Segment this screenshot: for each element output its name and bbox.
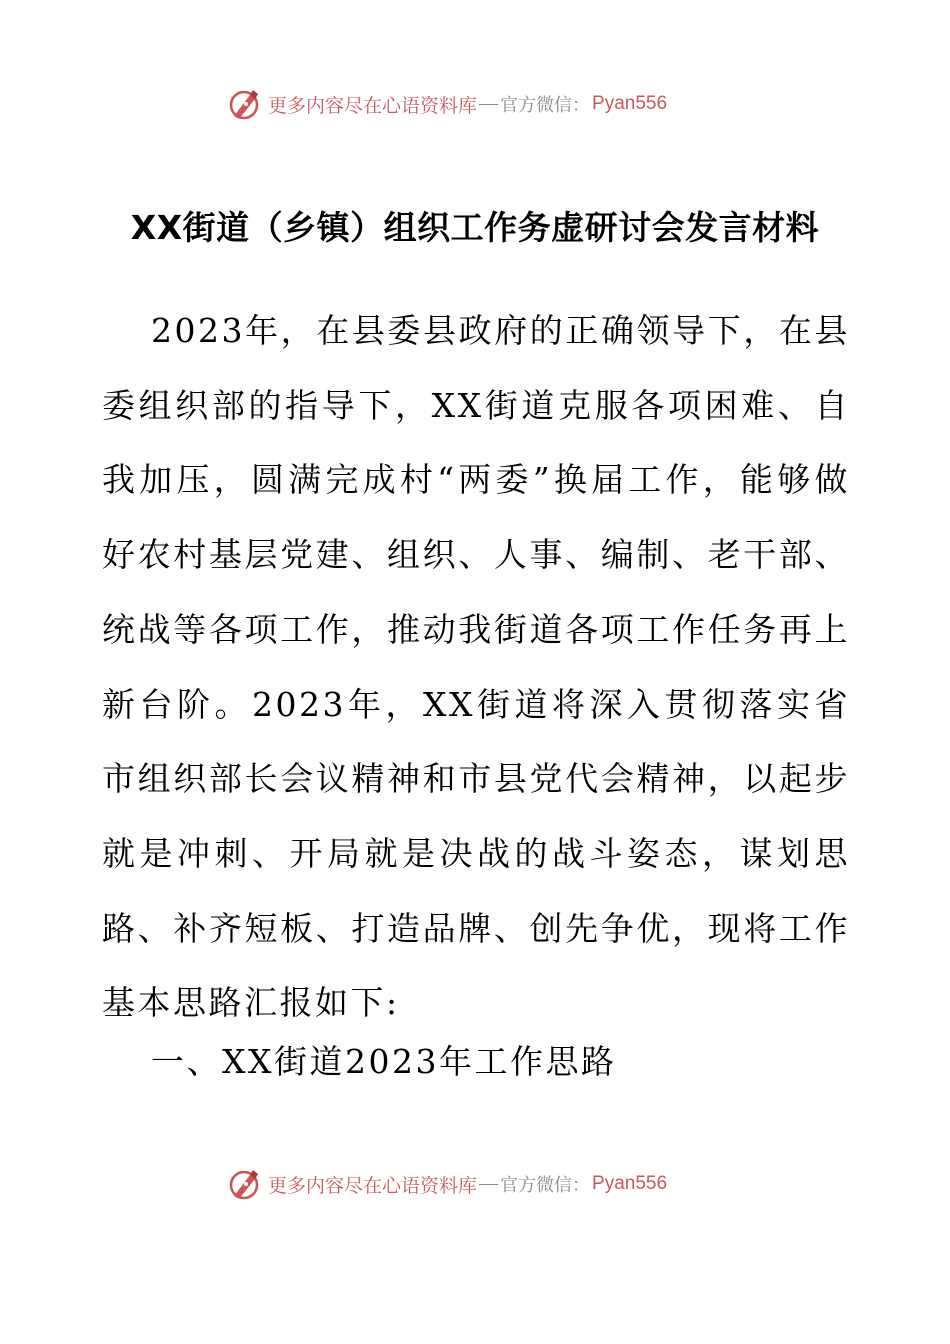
footer-separator: — — [479, 1173, 499, 1194]
fountain-pen-logo-icon — [226, 86, 262, 122]
header-watermark-banner — [226, 84, 746, 124]
header-separator: — — [479, 93, 499, 114]
header-wechat-id: Pyan556 — [592, 93, 668, 114]
footer-wechat-label: 官方微信： — [500, 1175, 591, 1196]
header-wechat-label: 官方微信： — [500, 95, 591, 116]
footer-promo-text: 更多内容尽在心语资料库 — [268, 1174, 478, 1197]
header-promo-text: 更多内容尽在心语资料库 — [268, 94, 478, 117]
footer-wechat-id: Pyan556 — [592, 1173, 668, 1194]
fountain-pen-logo-icon — [226, 1166, 262, 1202]
footer-watermark-banner — [226, 1164, 746, 1204]
body-paragraph: 2023年，在县委县政府的正确领导下，在县委组织部的指导下，XX街道克服各项困难、自我加压，圆满完成村“两委”换届工作，能够做好农村基层党建、组织、人事、编制、老干部、统战等各项工作，推动我街道各项工作任务再上新台阶。2023年，XX街道将深入贯彻落实省市组织部长会议精神和市县党代会精神，以起步就是冲刺、开局就是决战的战斗姿态，谋划思路、补齐短板、打造品牌、创先争优，现将工作基本思路汇报如下: — [102, 311, 850, 1023]
document-title: XX街道（乡镇）组织工作务虚研讨会发言材料 — [130, 208, 820, 247]
section-heading: 一、XX街道2023年工作思路 — [151, 1042, 617, 1081]
